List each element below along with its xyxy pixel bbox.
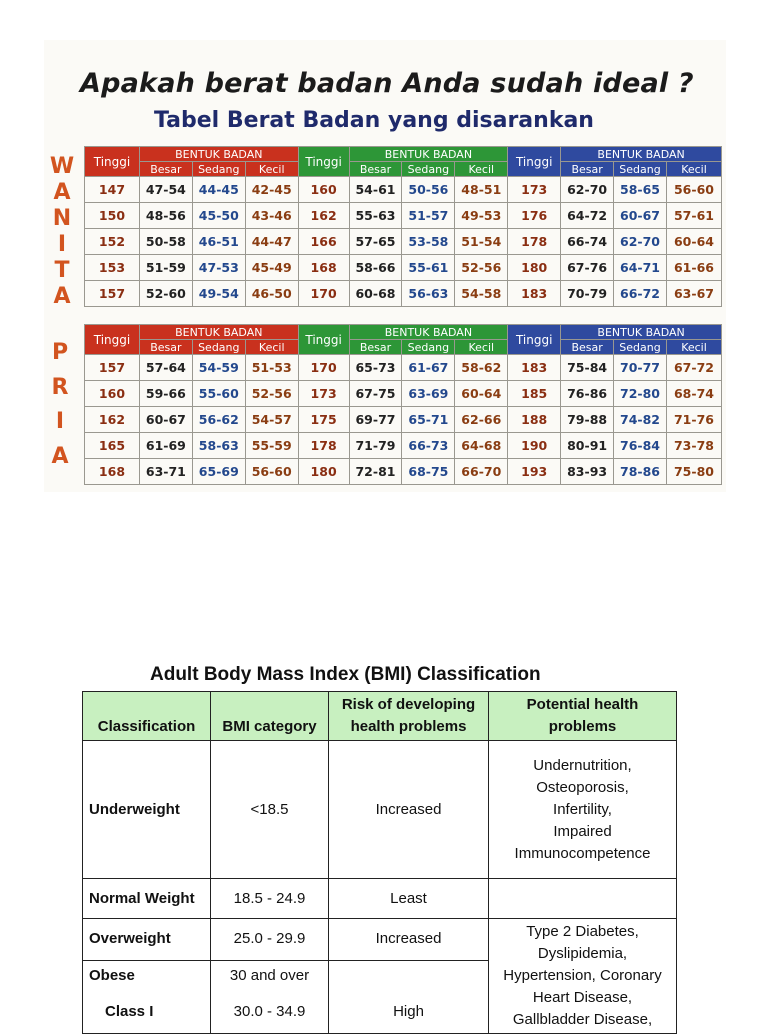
weight-range-cell: 66-72 — [614, 281, 667, 307]
header-kecil: Kecil — [245, 340, 298, 355]
header-besar: Besar — [139, 162, 192, 177]
weight-range-cell: 63-67 — [666, 281, 721, 307]
weight-range-cell: 45-50 — [192, 203, 245, 229]
row-underweight-bmi: <18.5 — [211, 741, 329, 879]
weight-range-cell: 53-58 — [402, 229, 455, 255]
problem-line: Hypertension, Coronary — [503, 967, 662, 984]
weight-range-cell: 55-63 — [349, 203, 402, 229]
bmi-title: Adult Body Mass Index (BMI) Classification — [150, 664, 541, 685]
tinggi-cell: 162 — [298, 203, 349, 229]
weight-range-cell: 64-72 — [561, 203, 614, 229]
tinggi-cell: 178 — [508, 229, 561, 255]
side-letter: A — [53, 180, 71, 205]
wanita-label — [44, 154, 80, 310]
weight-range-cell: 56-60 — [245, 459, 298, 485]
weight-range-cell: 72-81 — [349, 459, 402, 485]
weight-range-cell: 68-75 — [402, 459, 455, 485]
weight-range-cell: 54-59 — [192, 355, 245, 381]
pria-label — [42, 336, 78, 474]
row-normal-risk: Least — [329, 879, 489, 919]
tinggi-cell: 166 — [298, 229, 349, 255]
tinggi-cell: 180 — [298, 459, 349, 485]
problem-line: Immunocompetence — [514, 844, 651, 862]
table-row — [85, 229, 722, 255]
weight-range-cell: 51-54 — [455, 229, 508, 255]
weight-range-cell: 52-56 — [455, 255, 508, 281]
weight-range-cell: 57-65 — [349, 229, 402, 255]
tinggi-cell: 178 — [298, 433, 349, 459]
weight-range-cell: 50-58 — [139, 229, 192, 255]
tinggi-cell: 168 — [298, 255, 349, 281]
tinggi-cell: 157 — [85, 355, 140, 381]
tinggi-cell: 170 — [298, 355, 349, 381]
header-bentuk-badan: BENTUK BADAN — [349, 147, 508, 162]
weight-range-cell: 58-63 — [192, 433, 245, 459]
header-tinggi: Tinggi — [298, 147, 349, 177]
header-bentuk-badan: BENTUK BADAN — [139, 147, 298, 162]
weight-range-cell: 71-76 — [666, 407, 721, 433]
header-kecil: Kecil — [666, 340, 721, 355]
weight-range-cell: 72-80 — [614, 381, 667, 407]
chart-subtitle: Tabel Berat Badan yang disarankan — [154, 108, 594, 133]
tinggi-cell: 168 — [85, 459, 140, 485]
shared-problems — [489, 919, 677, 1034]
weight-range-cell: 68-74 — [666, 381, 721, 407]
tinggi-cell: 193 — [508, 459, 561, 485]
row-underweight-problems — [489, 741, 677, 879]
header-risk: Risk of developing health problems — [329, 692, 489, 741]
weight-range-cell: 66-73 — [402, 433, 455, 459]
weight-range-cell: 49-53 — [455, 203, 508, 229]
table-row — [85, 407, 722, 433]
weight-range-cell: 44-45 — [192, 177, 245, 203]
weight-range-cell: 61-69 — [139, 433, 192, 459]
row-normal-class: Normal Weight — [83, 879, 211, 919]
problem-line: Undernutrition, — [533, 756, 632, 774]
row-obese-class: Obese — [83, 960, 211, 991]
weight-range-cell: 60-67 — [139, 407, 192, 433]
header-tinggi: Tinggi — [298, 325, 349, 355]
weight-range-cell: 56-60 — [666, 177, 721, 203]
weight-range-cell: 52-60 — [139, 281, 192, 307]
weight-range-cell: 50-56 — [402, 177, 455, 203]
weight-range-cell: 49-54 — [192, 281, 245, 307]
weight-range-cell: 60-64 — [666, 229, 721, 255]
side-letter: R — [51, 374, 69, 400]
row-overweight-class: Overweight — [83, 919, 211, 961]
tinggi-cell: 147 — [85, 177, 140, 203]
weight-range-cell: 75-84 — [561, 355, 614, 381]
header-tinggi: Tinggi — [508, 325, 561, 355]
weight-range-cell: 64-71 — [614, 255, 667, 281]
header-sedang: Sedang — [402, 340, 455, 355]
weight-range-cell: 63-69 — [402, 381, 455, 407]
weight-range-cell: 70-77 — [614, 355, 667, 381]
table-row — [85, 355, 722, 381]
wanita-weight-table — [84, 146, 722, 307]
weight-range-cell: 55-60 — [192, 381, 245, 407]
weight-range-cell: 67-76 — [561, 255, 614, 281]
table-row — [85, 177, 722, 203]
header-kecil: Kecil — [455, 340, 508, 355]
weight-range-cell: 83-93 — [561, 459, 614, 485]
header-tinggi: Tinggi — [85, 325, 140, 355]
weight-range-cell: 59-66 — [139, 381, 192, 407]
header-besar: Besar — [139, 340, 192, 355]
tinggi-cell: 160 — [85, 381, 140, 407]
tinggi-cell: 176 — [508, 203, 561, 229]
header-sedang: Sedang — [192, 340, 245, 355]
weight-range-cell: 43-46 — [245, 203, 298, 229]
bmi-table — [82, 691, 677, 1034]
tinggi-cell: 152 — [85, 229, 140, 255]
weight-range-cell: 79-88 — [561, 407, 614, 433]
side-letter: I — [55, 409, 65, 434]
weight-range-cell: 55-59 — [245, 433, 298, 459]
weight-range-cell: 73-78 — [666, 433, 721, 459]
row-class1-class: Class I — [83, 992, 211, 1034]
weight-range-cell: 57-64 — [139, 355, 192, 381]
pria-weight-table — [84, 324, 722, 485]
problem-line: Gallbladder Disease, — [512, 1011, 653, 1028]
side-letter: A — [51, 443, 69, 469]
weight-range-cell: 47-54 — [139, 177, 192, 203]
tinggi-cell: 160 — [298, 177, 349, 203]
side-letter: W — [49, 154, 75, 179]
weight-range-cell: 61-66 — [666, 255, 721, 281]
header-bmi-category: BMI category — [211, 692, 329, 741]
header-sedang: Sedang — [192, 162, 245, 177]
weight-range-cell: 57-61 — [666, 203, 721, 229]
row-normal-problems — [489, 879, 677, 919]
weight-range-cell: 44-47 — [245, 229, 298, 255]
tinggi-cell: 157 — [85, 281, 140, 307]
side-letter: P — [51, 340, 69, 365]
weight-range-cell: 76-86 — [561, 381, 614, 407]
weight-range-cell: 60-68 — [349, 281, 402, 307]
weight-range-cell: 64-68 — [455, 433, 508, 459]
problem-line: Dyslipidemia, — [537, 945, 628, 962]
weight-range-cell: 46-50 — [245, 281, 298, 307]
weight-range-cell: 65-71 — [402, 407, 455, 433]
row-class1-bmi: 30.0 - 34.9 — [211, 992, 329, 1034]
weight-range-cell: 48-51 — [455, 177, 508, 203]
weight-range-cell: 62-66 — [455, 407, 508, 433]
header-besar: Besar — [561, 340, 614, 355]
row-underweight-class: Underweight — [83, 741, 211, 879]
header-kecil: Kecil — [245, 162, 298, 177]
weight-range-cell: 51-57 — [402, 203, 455, 229]
weight-range-cell: 54-58 — [455, 281, 508, 307]
header-sedang: Sedang — [614, 162, 667, 177]
weight-range-cell: 54-57 — [245, 407, 298, 433]
weight-range-cell: 71-79 — [349, 433, 402, 459]
wanita-rows — [85, 177, 722, 307]
weight-range-cell: 74-82 — [614, 407, 667, 433]
tinggi-cell: 180 — [508, 255, 561, 281]
tinggi-cell: 188 — [508, 407, 561, 433]
tinggi-cell: 175 — [298, 407, 349, 433]
tinggi-cell: 173 — [298, 381, 349, 407]
problem-line: Impaired — [553, 822, 612, 840]
table-row — [85, 281, 722, 307]
table-row — [85, 381, 722, 407]
header-classification: Classification — [83, 692, 211, 741]
pria-rows — [85, 355, 722, 485]
header-bentuk-badan: BENTUK BADAN — [561, 147, 722, 162]
header-besar: Besar — [561, 162, 614, 177]
row-obese-bmi: 30 and over — [211, 960, 329, 991]
weight-range-cell: 55-61 — [402, 255, 455, 281]
tinggi-cell: 190 — [508, 433, 561, 459]
header-sedang: Sedang — [614, 340, 667, 355]
side-letter: T — [54, 258, 70, 283]
tinggi-cell: 153 — [85, 255, 140, 281]
weight-range-cell: 58-65 — [614, 177, 667, 203]
tinggi-cell: 173 — [508, 177, 561, 203]
weight-range-cell: 80-91 — [561, 433, 614, 459]
row-overweight-risk: Increased — [329, 919, 489, 961]
weight-range-cell: 61-67 — [402, 355, 455, 381]
header-bentuk-badan: BENTUK BADAN — [139, 325, 298, 340]
table-row — [85, 203, 722, 229]
tinggi-cell: 162 — [85, 407, 140, 433]
weight-range-cell: 54-61 — [349, 177, 402, 203]
tinggi-cell: 165 — [85, 433, 140, 459]
weight-range-cell: 56-62 — [192, 407, 245, 433]
tinggi-cell: 183 — [508, 281, 561, 307]
weight-range-cell: 51-53 — [245, 355, 298, 381]
tinggi-cell: 150 — [85, 203, 140, 229]
table-row — [85, 255, 722, 281]
header-potential-problems: Potential health problems — [489, 692, 677, 741]
weight-range-cell: 75-80 — [666, 459, 721, 485]
side-letter: A — [53, 284, 71, 309]
weight-range-cell: 62-70 — [614, 229, 667, 255]
problem-line: Heart Disease, — [532, 989, 633, 1006]
header-bentuk-badan: BENTUK BADAN — [561, 325, 722, 340]
weight-range-cell: 78-86 — [614, 459, 667, 485]
weight-range-cell: 69-77 — [349, 407, 402, 433]
weight-range-cell: 60-64 — [455, 381, 508, 407]
table-row — [85, 459, 722, 485]
weight-range-cell: 62-70 — [561, 177, 614, 203]
chart-title: Apakah berat badan Anda sudah ideal ? — [80, 68, 694, 99]
problem-line: Type 2 Diabetes, — [526, 923, 639, 940]
weight-range-cell: 45-49 — [245, 255, 298, 281]
header-bentuk-badan: BENTUK BADAN — [349, 325, 508, 340]
header-tinggi: Tinggi — [85, 147, 140, 177]
side-letter: I — [57, 232, 67, 257]
weight-range-cell: 58-66 — [349, 255, 402, 281]
weight-range-cell: 47-53 — [192, 255, 245, 281]
weight-range-cell: 48-56 — [139, 203, 192, 229]
problem-line: Osteoporosis, — [536, 778, 629, 796]
weight-range-cell: 76-84 — [614, 433, 667, 459]
row-class1-risk: High — [329, 992, 489, 1034]
weight-range-cell: 51-59 — [139, 255, 192, 281]
header-besar: Besar — [349, 162, 402, 177]
header-sedang: Sedang — [402, 162, 455, 177]
weight-range-cell: 60-67 — [614, 203, 667, 229]
row-overweight-bmi: 25.0 - 29.9 — [211, 919, 329, 961]
weight-range-cell: 70-79 — [561, 281, 614, 307]
tinggi-cell: 170 — [298, 281, 349, 307]
weight-range-cell: 66-74 — [561, 229, 614, 255]
problem-line: Infertility, — [553, 800, 612, 818]
header-besar: Besar — [349, 340, 402, 355]
tinggi-cell: 183 — [508, 355, 561, 381]
weight-range-cell: 42-45 — [245, 177, 298, 203]
weight-range-cell: 65-73 — [349, 355, 402, 381]
weight-range-cell: 46-51 — [192, 229, 245, 255]
weight-range-cell: 56-63 — [402, 281, 455, 307]
weight-range-cell: 63-71 — [139, 459, 192, 485]
header-kecil: Kecil — [455, 162, 508, 177]
row-underweight-risk: Increased — [329, 741, 489, 879]
weight-range-cell: 58-62 — [455, 355, 508, 381]
tinggi-cell: 185 — [508, 381, 561, 407]
row-obese-risk — [329, 960, 489, 991]
table-row — [85, 433, 722, 459]
weight-range-cell: 67-72 — [666, 355, 721, 381]
weight-range-cell: 52-56 — [245, 381, 298, 407]
header-tinggi: Tinggi — [508, 147, 561, 177]
side-letter: N — [52, 206, 72, 231]
weight-range-cell: 66-70 — [455, 459, 508, 485]
row-normal-bmi: 18.5 - 24.9 — [211, 879, 329, 919]
weight-range-cell: 67-75 — [349, 381, 402, 407]
weight-range-cell: 65-69 — [192, 459, 245, 485]
header-kecil: Kecil — [666, 162, 721, 177]
